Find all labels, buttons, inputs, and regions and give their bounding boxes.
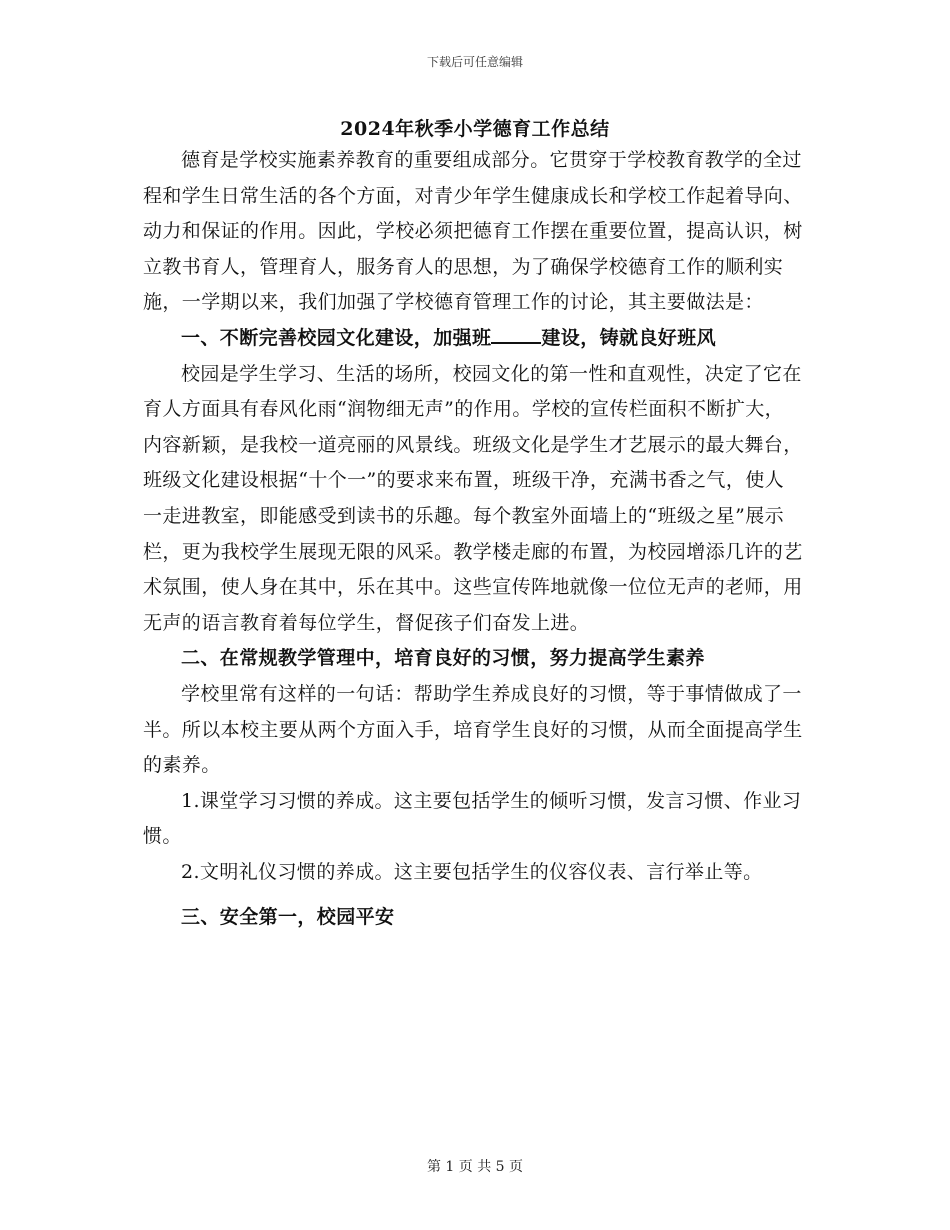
header-note: 下载后可任意编辑: [426, 55, 523, 69]
section-2-item-1: 1.课堂学习习惯的养成。这主要包括学生的倾听习惯，发言习惯、作业习惯。: [143, 789, 802, 848]
section-2-item-2: 2.文明礼仪习惯的养成。这主要包括学生的仪容仪表、言行举止等。: [181, 860, 763, 883]
section-2-heading: 二、在常规教学管理中，培育良好的习惯，努力提高学生素养: [181, 647, 705, 670]
page-footer: 第 1 页 共 5 页: [426, 1159, 524, 1175]
fill-in-blank: [491, 324, 541, 344]
section-1-heading-part2: 建设，铸就良好班风: [541, 326, 717, 349]
section-1-heading-part1: 一、不断完善校园文化建设，加强班: [181, 326, 492, 349]
section-1-paragraph: 校园是学生学习、生活的场所，校园文化的第一性和直观性，决定了它在育人方面具有春风化雨“润物细无声”的作用。学校的宣传栏面积不断扩大，内容新颖，是我校一道亮丽的风景线。班级文化是学生才艺展示的最大舞台，班级文化建设根据“十个一”的要求来布置，班级干净，充满书香之气，使人一走进教室，即能感受到读书的乐趣。每个教室外面墙上的“班级之星”展示栏，更为我校学生展现无限的风采。教学楼走廊的布置，为校园增添几许的艺术氛围，使人身在其中，乐在其中。这些宣传阵地就像一位位无声的老师，用无声的语言教育着每位学生，督促孩子们奋发上进。: [143, 362, 803, 634]
section-1-heading: [143, 321, 803, 357]
document-title: 2024年秋季小学德育工作总结: [340, 118, 610, 140]
section-2-paragraph: 学校里常有这样的一句话：帮助学生养成良好的习惯，等于事情做成了一半。所以本校主要从两个方面入手，培育学生良好的习惯，从而全面提高学生的素养。: [143, 682, 803, 777]
intro-paragraph: 德育是学校实施素养教育的重要组成部分。它贯穿于学校教育教学的全过程和学生日常生活的各个方面，对青少年学生健康成长和学校工作起着导向、动力和保证的作用。因此，学校必须把德育工作摆在重要位置，提高认识，树立教书育人，管理育人，服务育人的思想，为了确保学校德育工作的顺利实施，一学期以来，我们加强了学校德育管理工作的讨论，其主要做法是：: [143, 149, 803, 314]
section-3-heading: 三、安全第一，校园平安: [181, 906, 395, 929]
document-body: [143, 143, 803, 936]
